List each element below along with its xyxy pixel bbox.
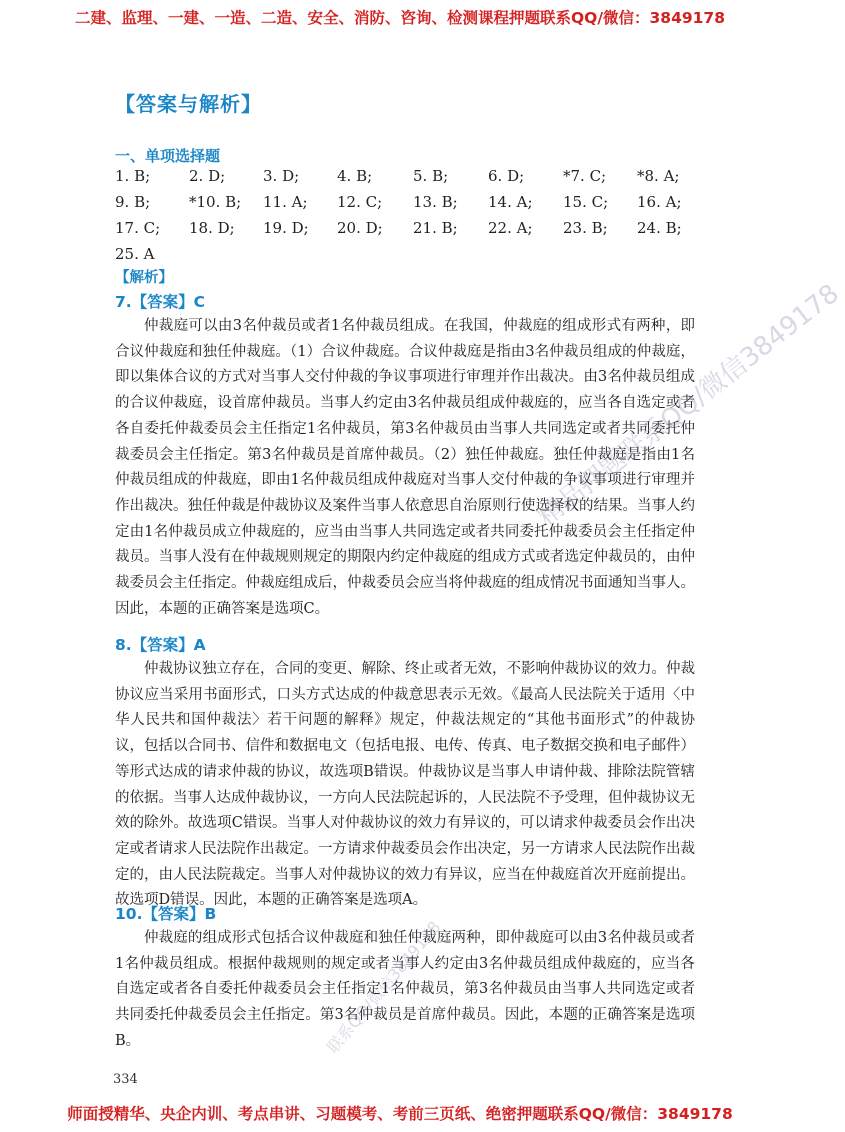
watermark: 联系QQ/微信3849178 xyxy=(323,917,445,1057)
answer-item: 19. D; xyxy=(263,219,309,237)
answer-item: 24. B; xyxy=(637,219,682,237)
answer-item: 13. B; xyxy=(413,193,458,211)
answer-row xyxy=(115,217,695,243)
answer-item: 17. C; xyxy=(115,219,161,237)
answer-item: *7. C; xyxy=(563,167,607,185)
top-banner: 二建、监理、一建、一造、二造、安全、消防、咨询、检测课程押题联系QQ/微信：3849178 xyxy=(74,9,725,27)
q8-explanation: 仲裁协议独立存在，合同的变更、解除、终止或者无效，不影响仲裁协议的效力。仲裁协议应当采用书面形式，口头方式达成的仲裁意思表示无效。《最高人民法院关于适用〈中华人民共和国仲裁法〉若干问题的解释》规定，仲裁法规定的“其他书面形式”的仲裁协议，包括以合同书、信件和数据电文（包括电报、电传、传真、电子数据交换和电子邮件）等形式达成的请求仲裁的协议，故选项B错误。仲裁协议是当事人申请仲裁、排除法院管辖的依据。当事人达成仲裁协议，一方向人民法院起诉的，人民法院不予受理，但仲裁协议无效的除外。故选项C错误。当事人对仲裁协议的效力有异议的，可以请求仲裁委员会作出决定或者请求人民法院作出裁定。一方请求仲裁委员会作出决定，另一方请求人民法院作出裁定的，由人民法院裁定。当事人对仲裁协议的效力有异议，应当在仲裁庭首次开庭前提出。故选项D错误。因此，本题的正确答案是选项A。 xyxy=(115,661,695,909)
answer-item: 15. C; xyxy=(563,193,609,211)
answer-item: 14. A; xyxy=(488,193,533,211)
answer-item: 22. A; xyxy=(488,219,533,237)
q8-heading: 8.【答案】A xyxy=(115,636,206,654)
answer-item: *10. B; xyxy=(189,193,242,211)
section-title: 【答案与解析】 xyxy=(115,92,262,116)
page-number: 334 xyxy=(113,1072,138,1087)
answer-row xyxy=(115,165,695,191)
answer-item: 18. D; xyxy=(189,219,235,237)
answer-item: *8. A; xyxy=(637,167,680,185)
answer-item: 4. B; xyxy=(337,167,373,185)
analysis-label: 【解析】 xyxy=(115,270,173,286)
answer-item: 12. C; xyxy=(337,193,383,211)
watermark: 精品押题联系QQ/微信3849178 xyxy=(531,278,845,533)
answer-item: 5. B; xyxy=(413,167,449,185)
q7-heading: 7.【答案】C xyxy=(115,293,206,311)
answer-item: 1. B; xyxy=(115,167,151,185)
answer-item: 25. A xyxy=(115,245,155,263)
answer-item: 11. A; xyxy=(263,193,308,211)
answer-item: 3. D; xyxy=(263,167,300,185)
answer-item: 16. A; xyxy=(637,193,682,211)
q10-heading: 10.【答案】B xyxy=(115,905,217,923)
q10-explanation: 仲裁庭的组成形式包括合议仲裁庭和独任仲裁庭两种，即仲裁庭可以由3名仲裁员或者1名仲裁员组成。根据仲裁规则的规定或者当事人约定由3名仲裁员组成仲裁庭的，应当各自选定或者各自委托仲裁委员会主任指定1名仲裁员，第3名仲裁员由当事人共同选定或者共同委托仲裁委员会主任指定。第3名仲裁员是首席仲裁员。因此，本题的正确答案是选项B。 xyxy=(115,930,695,1049)
answer-item: 20. D; xyxy=(337,219,383,237)
answer-row xyxy=(115,191,695,217)
answer-item: 2. D; xyxy=(189,167,226,185)
answer-item: 6. D; xyxy=(488,167,525,185)
answer-row xyxy=(115,243,695,269)
answer-item: 21. B; xyxy=(413,219,458,237)
q7-explanation: 仲裁庭可以由3名仲裁员或者1名仲裁员组成。在我国，仲裁庭的组成形式有两种，即合议仲裁庭和独任仲裁庭。（1）合议仲裁庭。合议仲裁庭是指由3名仲裁员组成的仲裁庭，即以集体合议的方式对当事人交付仲裁的争议事项进行审理并作出裁决。由3名仲裁员组成的合议仲裁庭，设首席仲裁员。当事人约定由3名仲裁员组成仲裁庭的，应当各自选定或者各自委托仲裁委员会主任指定1名仲裁员，第3名仲裁员由当事人共同选定或者共同委托仲裁委员会主任指定。第3名仲裁员是首席仲裁员。（2）独任仲裁庭。独任仲裁庭是指由1名仲裁员组成的仲裁庭，即由1名仲裁员组成仲裁庭对当事人交付仲裁的争议事项进行审理并作出裁决。独任仲裁是仲裁协议及案件当事人依意思自治原则行使选择权的结果。当事人约定由1名仲裁员成立仲裁庭的，应当由当事人共同选定或者共同委托仲裁委员会主任指定仲裁员。当事人没有在仲裁规则规定的期限内约定仲裁庭的组成方式或者选定仲裁员的，由仲裁委员会主任指定。仲裁庭组成后，仲裁委员会应当将仲裁庭的组成情况书面通知当事人。因此，本题的正确答案是选项C。 xyxy=(115,318,695,617)
bottom-banner: 师面授精华、央企内训、考点串讲、习题模考、考前三页纸、绝密押题联系QQ/微信：3849178 xyxy=(67,1105,733,1123)
single-choice-title: 一、单项选择题 xyxy=(115,147,221,165)
answer-item: 9. B; xyxy=(115,193,151,211)
answer-grid xyxy=(115,165,695,269)
answer-item: 23. B; xyxy=(563,219,608,237)
